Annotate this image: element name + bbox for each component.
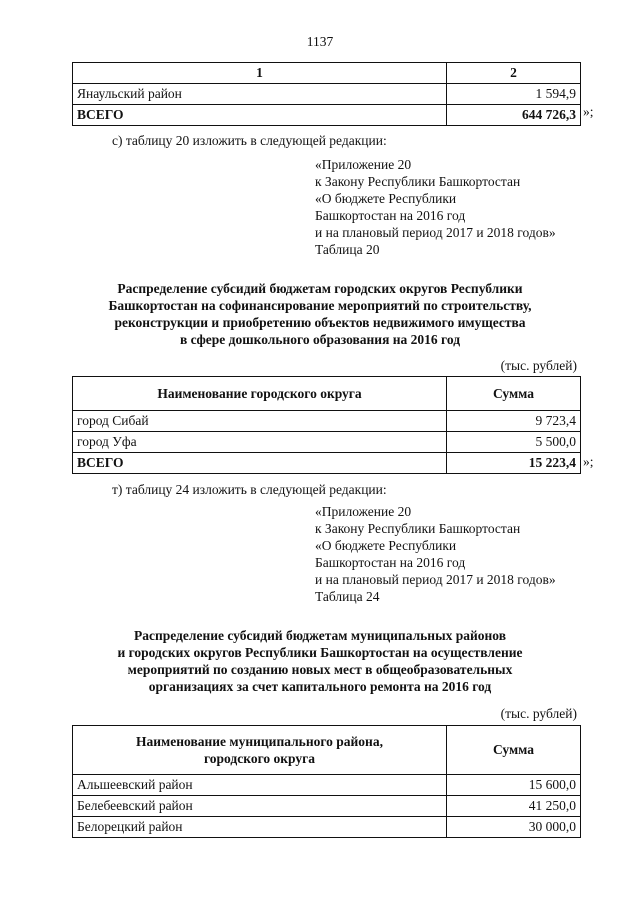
unit-label: (тыс. рублей) [500,706,577,721]
title-table-20 [80,280,560,348]
appendix-line: «Приложение 20 [315,157,412,172]
instruction-c: с) таблицу 20 изложить в следующей редакции: [112,133,387,148]
appendix-line: Таблица 24 [315,589,380,604]
appendix-line: «О бюджете Республики [315,538,457,553]
total-value: 15 223,4 [447,453,581,474]
row-value: 9 723,4 [447,411,581,432]
table-total-row [73,453,581,474]
row-name: Белебеевский район [73,796,447,817]
table-row [73,432,581,453]
row-name: Альшеевский район [73,775,447,796]
table-row [73,775,581,796]
total-value: 644 726,3 [447,105,581,126]
table-row [73,817,581,838]
title-line: реконструкции и приобретению объектов недвижимого имущества [114,315,526,330]
total-label: ВСЕГО [73,105,447,126]
table-20 [72,376,581,474]
appendix-line: «О бюджете Республики [315,191,457,206]
total-label: ВСЕГО [73,453,447,474]
appendix-line: к Закону Республики Башкортостан [315,521,521,536]
column-header-sum: Сумма [447,726,581,775]
table-header-row [73,63,581,84]
appendix-line: Таблица 20 [315,242,380,257]
title-line: в сфере дошкольного образования на 2016 год [179,332,461,347]
row-value: 5 500,0 [447,432,581,453]
header-line: Наименование муниципального района, [136,734,383,749]
column-header-district [73,726,447,775]
appendix-line: и на плановый период 2017 и 2018 годов» [315,572,556,587]
appendix-24-header [315,503,556,605]
appendix-line: «Приложение 20 [315,504,412,519]
row-name: Янаульский район [73,84,447,105]
appendix-line: и на плановый период 2017 и 2018 годов» [315,225,556,240]
row-value: 15 600,0 [447,775,581,796]
appendix-line: Башкортостан на 2016 год [315,555,466,570]
header-line: городского округа [204,751,315,766]
title-line: Распределение субсидий бюджетам муниципальных районов [133,628,507,643]
row-name: город Уфа [73,432,447,453]
table-continuation [72,62,581,126]
row-name: город Сибай [73,411,447,432]
table-header-row [73,377,581,411]
column-header-sum: Сумма [447,377,581,411]
table-header-row [73,726,581,775]
table-row [73,411,581,432]
row-value: 41 250,0 [447,796,581,817]
column-number-2: 2 [447,63,581,84]
column-number-1: 1 [73,63,447,84]
closing-quote: »; [583,104,594,119]
appendix-line: к Закону Республики Башкортостан [315,174,521,189]
title-line: организациях за счет капитального ремонта на 2016 год [148,679,492,694]
title-table-24 [80,627,560,695]
table-row [73,796,581,817]
row-name: Белорецкий район [73,817,447,838]
table-row [73,84,581,105]
instruction-t: т) таблицу 24 изложить в следующей редакции: [112,482,387,497]
title-line: Распределение субсидий бюджетам городских округов Республики [117,281,523,296]
appendix-line: Башкортостан на 2016 год [315,208,466,223]
title-line: мероприятий по созданию новых мест в общеобразовательных [127,662,513,677]
page-number: 1137 [306,34,334,49]
row-value: 1 594,9 [447,84,581,105]
row-value: 30 000,0 [447,817,581,838]
closing-quote: »; [583,454,594,469]
title-line: Башкортостан на софинансирование мероприятий по строительству, [108,298,532,313]
title-line: и городских округов Республики Башкортостан на осуществление [117,645,523,660]
table-total-row [73,105,581,126]
column-header-district: Наименование городского округа [73,377,447,411]
appendix-20-header [315,156,556,258]
table-24 [72,725,581,838]
unit-label: (тыс. рублей) [500,358,577,373]
